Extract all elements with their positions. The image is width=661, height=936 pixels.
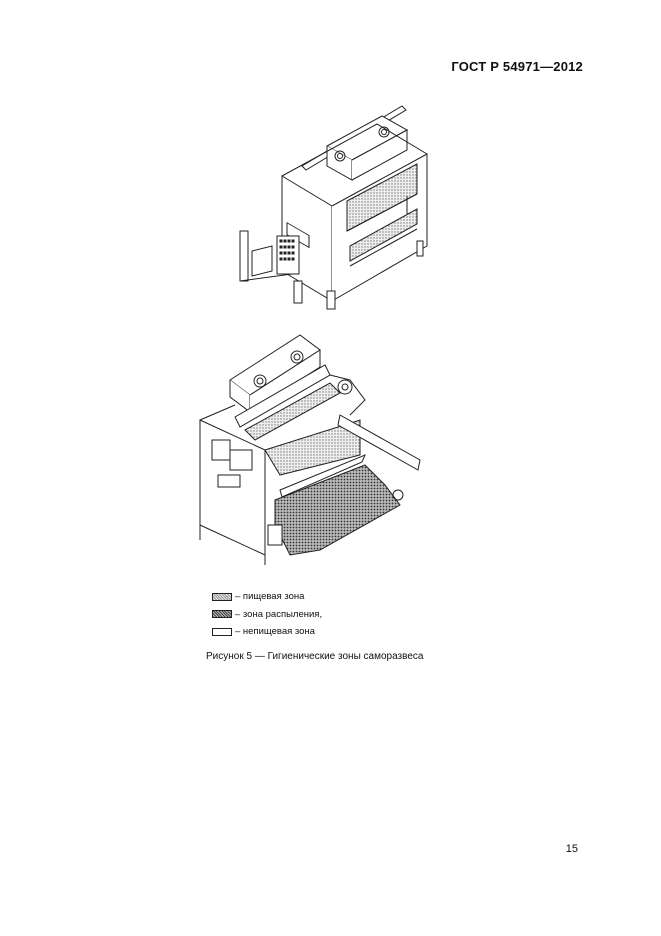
figure-caption: Рисунок 5 — Гигиенические зоны саморазвеса bbox=[206, 651, 424, 662]
machine-illustration-bottom bbox=[190, 325, 422, 565]
food-zone-swatch bbox=[212, 593, 232, 601]
legend-item-non-food-zone bbox=[212, 623, 322, 641]
page-number: 15 bbox=[565, 843, 578, 855]
machine-illustration-top bbox=[232, 96, 442, 318]
legend bbox=[212, 588, 322, 641]
legend-label: – зона распыления, bbox=[235, 608, 323, 620]
standard-code: ГОСТ Р 54971—2012 bbox=[451, 59, 583, 74]
spray-zone-swatch bbox=[212, 610, 232, 618]
legend-label: – пищевая зона bbox=[235, 591, 305, 603]
legend-item-food-zone bbox=[212, 588, 322, 606]
non-food-zone-swatch bbox=[212, 628, 232, 636]
legend-label: – непищевая зона bbox=[235, 626, 315, 638]
legend-item-spray-zone bbox=[212, 606, 322, 624]
